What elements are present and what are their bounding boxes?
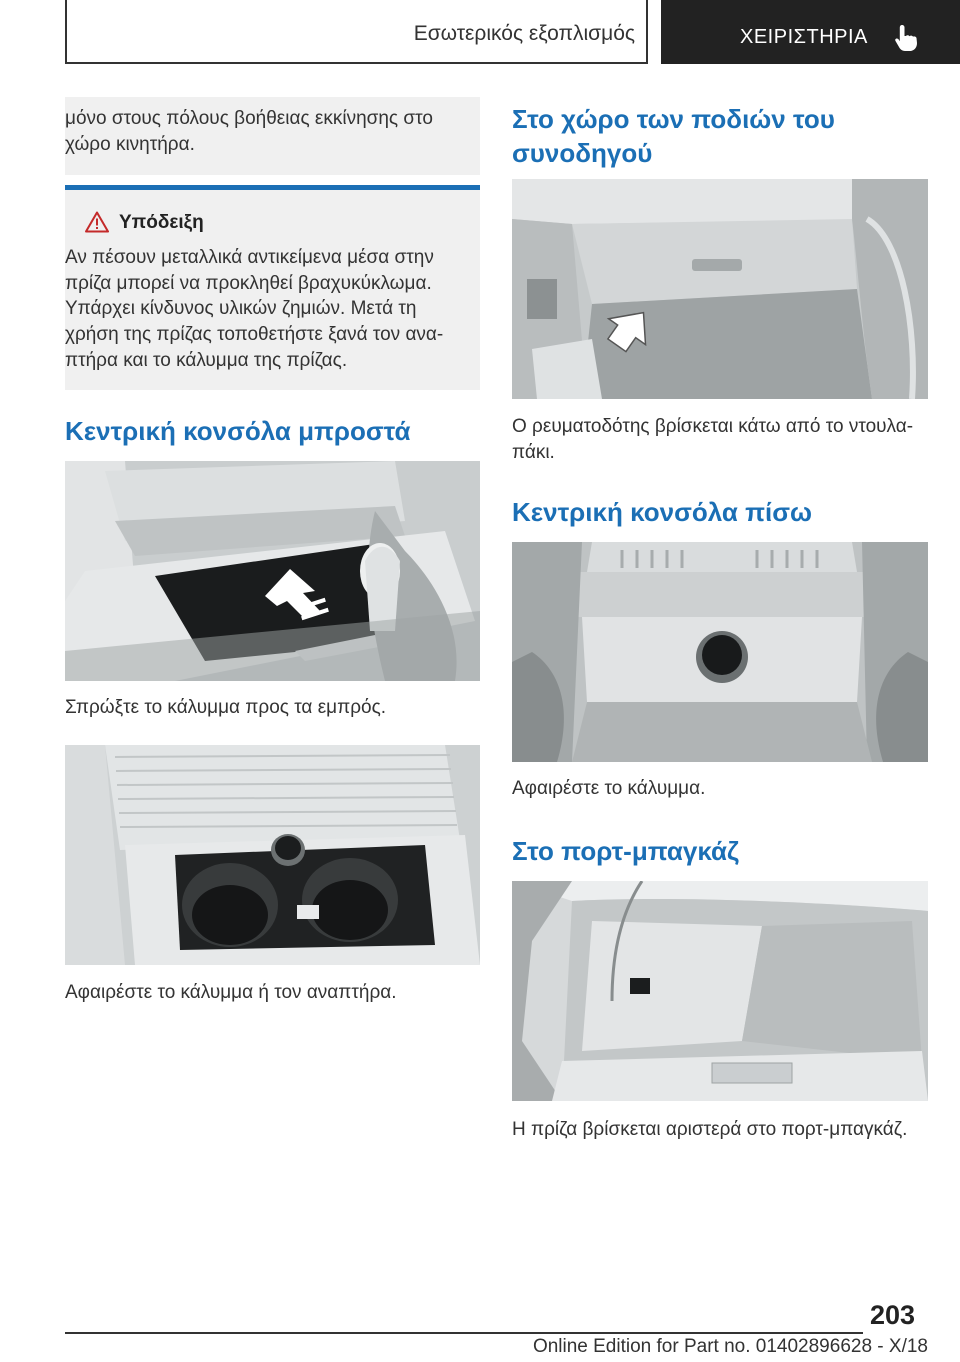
passenger-footwell-heading: Στο χώρο των ποδιών του συνοδηγού — [512, 104, 835, 168]
rear-console-heading: Κεντρική κονσόλα πίσω — [512, 497, 812, 527]
hand-pointer-icon — [893, 24, 919, 52]
page-number: 203 — [870, 1300, 916, 1330]
intro-text: μόνο στους πόλους βοήθειας εκκίνησης στο χώρο κινητήρα. — [65, 108, 433, 155]
trunk-caption: Η πρίζα βρίσκεται αριστερά στο πορτ-μπαγκάζ. — [512, 1119, 908, 1140]
trunk-heading: Στο πορτ-μπαγκάζ — [512, 836, 739, 866]
front-console-cover-photo — [65, 461, 480, 681]
footer-divider — [65, 1332, 863, 1334]
header-section-title: Εσωτερικός εξοπλισμός — [413, 22, 635, 45]
front-caption-1: Σπρώξτε το κάλυμμα προς τα εμπρός. — [65, 697, 387, 718]
trunk-photo — [512, 881, 928, 1101]
front-console-cupholder-photo — [65, 745, 480, 965]
front-caption-2: Αφαιρέστε το κάλυμμα ή τον αναπτήρα. — [65, 982, 397, 1003]
front-console-heading: Κεντρική κονσόλα μπροστά — [65, 416, 411, 446]
warning-title: Υπόδειξη — [119, 212, 204, 233]
rear-console-photo — [512, 542, 928, 762]
passenger-footwell-photo — [512, 179, 928, 399]
footer-edition: Online Edition for Part no. 01402896628 - X/18 — [532, 1336, 928, 1357]
rear-console-caption: Αφαιρέστε το κάλυμμα. — [512, 778, 706, 799]
warning-triangle-icon — [85, 211, 109, 233]
passenger-footwell-caption: Ο ρευματοδότης βρίσκεται κάτω από το ντουλα-πάκι. — [512, 416, 914, 463]
warning-text: Αν πέσουν μεταλλικά αντικείμενα μέσα στην πρίζα μπορεί να προκληθεί βραχυκύκλωμα. Υπάρχει κίνδυνος υλικών ζημιών. Μετά τη χρήση της πρίζας τοποθετήστε ξανά τον ανα-πτήρα και το κάλυμμα της πρίζας. — [65, 247, 444, 371]
header-brand-title: ΧΕΙΡΙΣΤΗΡΙΑ — [740, 26, 868, 48]
